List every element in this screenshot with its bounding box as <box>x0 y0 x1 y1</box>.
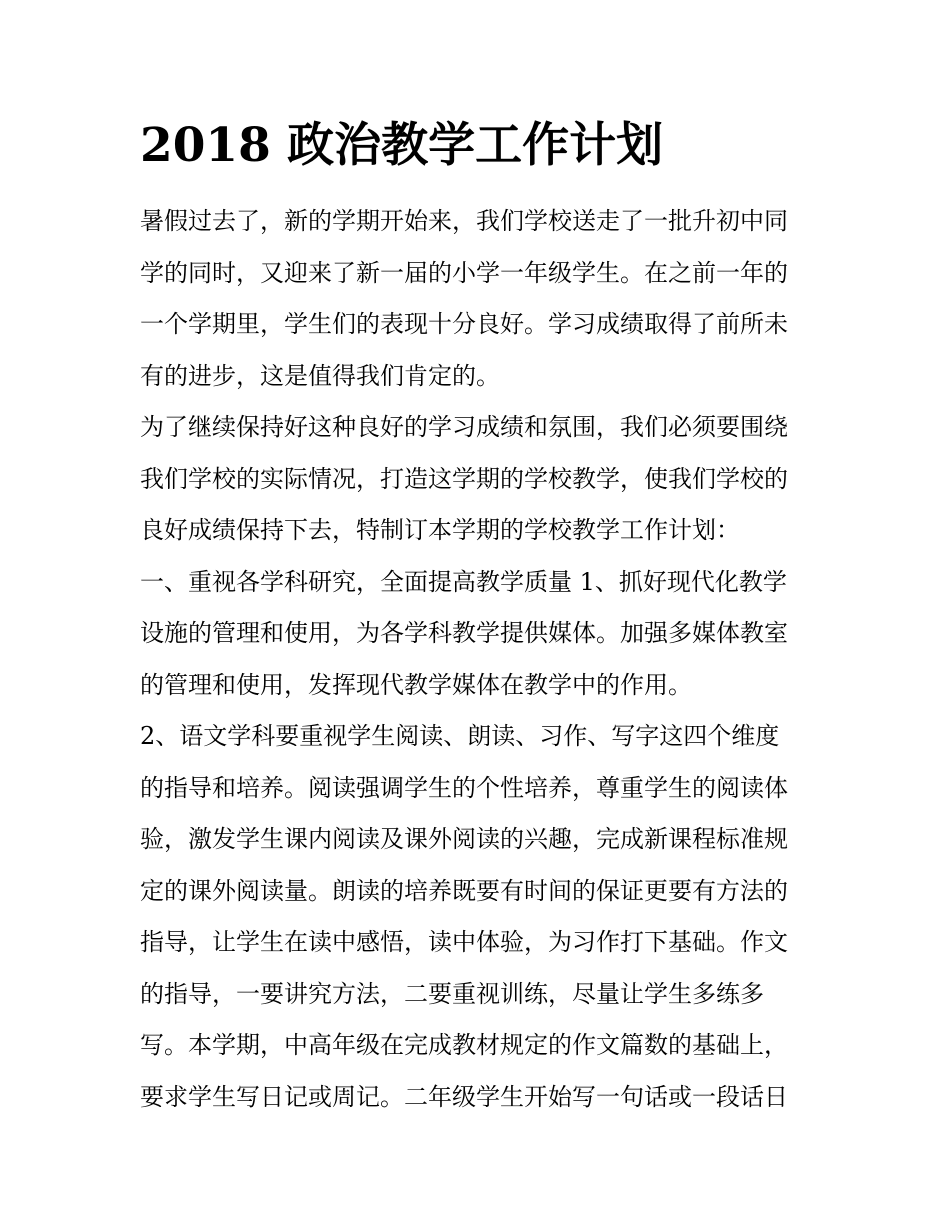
text-line: 我们学校的实际情况，打造这学期的学校教学，使我们学校的 <box>140 464 788 493</box>
text-line: 验，激发学生课内阅读及课外阅读的兴趣，完成新课程标准规 <box>140 825 788 853</box>
text-line: 一个学期里，学生们的表现十分良好。学习成绩取得了前所未 <box>140 310 788 338</box>
text-line: 的指导和培养。阅读强调学生的个性培养，尊重学生的阅读体 <box>140 773 788 802</box>
text-line: 为了继续保持好这种良好的学习成绩和氛围，我们必须要围绕 <box>140 413 788 441</box>
text-line: 写。本学期，中高年级在完成教材规定的作文篇数的基础上， <box>140 1031 788 1059</box>
document-title: 2018 政治教学工作计划 <box>140 118 664 173</box>
text-line: 一、重视各学科研究，全面提高教学质量 1、抓好现代化教学 <box>140 567 787 596</box>
text-line: 学的同时，又迎来了新一届的小学一年级学生。在之前一年的 <box>140 258 788 287</box>
text-line: 指导，让学生在读中感悟，读中体验，为习作打下基础。作文 <box>140 928 788 956</box>
text-line: 的管理和使用，发挥现代教学媒体在教学中的作用。 <box>140 670 692 699</box>
text-line: 设施的管理和使用，为各学科教学提供媒体。加强多媒体教室 <box>140 619 788 647</box>
text-line: 良好成绩保持下去，特制订本学期的学校教学工作计划： <box>140 516 740 544</box>
document-body <box>140 196 812 1123</box>
text-line: 暑假过去了，新的学期开始来，我们学校送走了一批升初中同 <box>140 207 788 235</box>
text-line: 要求学生写日记或周记。二年级学生开始写一句话或一段话日 <box>140 1082 788 1111</box>
text-line: 有的进步，这是值得我们肯定的。 <box>140 361 500 390</box>
text-line: 定的课外阅读量。朗读的培养既要有时间的保证更要有方法的 <box>140 876 788 905</box>
text-line: 2、语文学科要重视学生阅读、朗读、习作、写字这四个维度 <box>140 722 780 750</box>
text-line: 的指导，一要讲究方法，二要重视训练，尽量让学生多练多 <box>140 979 764 1008</box>
